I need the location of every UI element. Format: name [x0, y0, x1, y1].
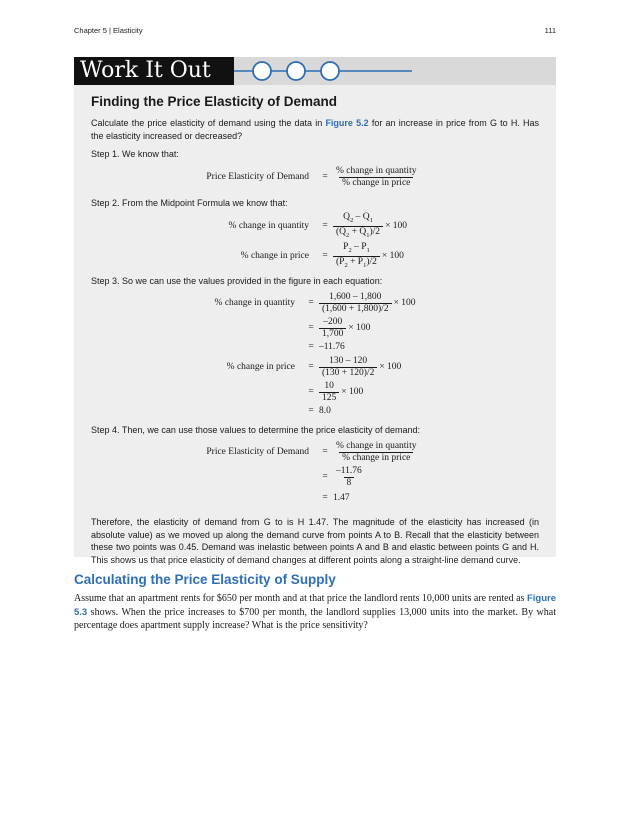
step-1: Step 1. We know that: — [91, 149, 179, 159]
equation-4: Price Elasticity of Demand = $\frac{\text{\% change in quantity}}{\text{\% change in price}}$ = $\frac{-11.76}{8}$ = 1.47 — [91, 439, 539, 506]
box-heading: Finding the Price Elasticity of Demand — [91, 94, 338, 109]
page-number: 111 — [544, 26, 556, 35]
step-2: Step 2. From the Midpoint Formula we know that: — [91, 197, 288, 208]
section-body: Assume that an apartment rents for $650 per month and at that price the landlord rents 10,000 units are rented as Figure 5.3 shows. When the price increases to $700 per month, the landlord supplies 13,000 units into the market. By what percentage does apartment supply increase? What is the price sensitivity? — [74, 593, 556, 631]
step-4: Step 4. Then, we can use those values to determine the price elasticity of demand: — [91, 424, 421, 435]
conclusion-paragraph: Therefore, the elasticity of demand from G to is H 1.47. The magnitude of the elasticity has increased (in absolute value) as we moved up along the demand curve from points A to B. Recall that the elasticity between these two points was 0.45. Demand was inelastic between points A and B and elastic between points G and H. This shows us that price elasticity of demand changes at different points along a straight-line demand curve. — [91, 517, 539, 565]
eq2-price-fraction: $\frac{P_2 - P_1}{(P_2 + P_1)/2}$ — [333, 242, 380, 271]
eq4-label: Price Elasticity of Demand — [206, 446, 309, 457]
eq1-numerator: % change in quantity — [336, 166, 417, 176]
section-heading: Calculating the Price Elasticity of Supply — [74, 572, 336, 587]
figure-5-2-link[interactable]: Figure 5.2 — [325, 118, 369, 128]
work-it-out-banner — [74, 57, 556, 85]
work-it-out-box — [74, 57, 556, 565]
running-header-chapter: Chapter 5 | Elasticity — [74, 26, 143, 35]
intro-paragraph: Calculate the price elasticity of demand using the data in Figure 5.2 for an increase in price from G to H. Has the elasticity increased or decreased? — [91, 118, 540, 141]
eq3-price-label: % change in price — [226, 362, 295, 373]
equation-3: % change in quantity = $\frac{1,600 - 1,800}{(1,600 + 1,800)/2}$ × 100 = $\frac{-200}{1,700}$ × 100 = –11.76 % change in price = $\frac{130 - 120}{(130 + 120)/2}$ × 100 = $\frac{10}{125}$ × 100 = 8.0 — [91, 291, 539, 419]
equation-1: Price Elasticity of Demand = $\frac{\text{\% change in quantity}}{\text{\% change in price}}$ — [91, 165, 539, 191]
eq1-denominator: % change in price — [339, 177, 413, 189]
eq4-result: 1.47 — [333, 492, 350, 503]
eq3-price-result: 8.0 — [319, 406, 331, 417]
eq2-quantity-fraction: $\frac{Q_2 - Q_1}{(Q_2 + Q_1)/2}$ — [333, 212, 383, 241]
eq3-quantity-result: –11.76 — [319, 342, 345, 353]
work-it-out-title: Work It Out — [74, 57, 234, 85]
eq1-label: Price Elasticity of Demand — [206, 172, 309, 183]
figure-5-3-link[interactable]: Figure 5.3 — [74, 593, 556, 618]
chain-circles-icon — [234, 59, 414, 83]
equation-2: % change in quantity = $\frac{Q_2 - Q_1}{(Q_2 + Q_1)/2}$ × 100 % change in price = $\frac{P_2 - P_1}{(P_2 + P_1)/2}$ × 100 — [91, 213, 539, 270]
eq3-quantity-label: % change in quantity — [214, 298, 295, 309]
step-3: Step 3. So we can use the values provided in the figure in each equation: — [91, 276, 383, 286]
eq2-quantity-label: % change in quantity — [228, 221, 309, 232]
eq2-price-label: % change in price — [240, 251, 309, 262]
